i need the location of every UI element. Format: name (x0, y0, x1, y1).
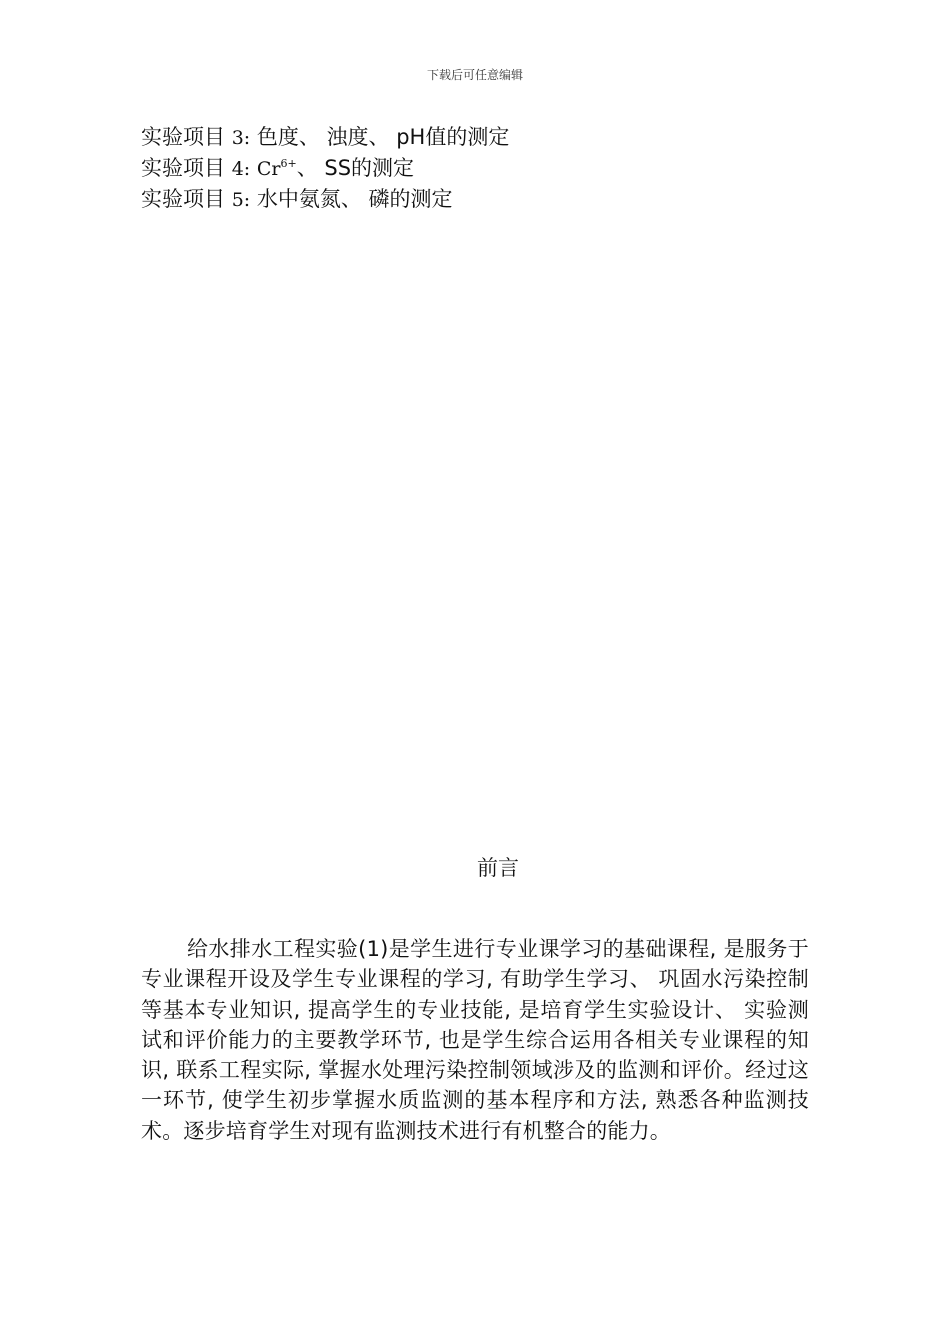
experiment-number: 5: (231, 189, 251, 211)
page-header: 下载后可任意编辑 (426, 68, 523, 82)
experiment-title: 水中氨氮、 磷的测定 (256, 187, 453, 211)
experiment-prefix: 实验项目 (141, 156, 225, 180)
experiment-title: 色度、 浊度、 pH值的测定 (256, 125, 510, 149)
experiment-number: 3: (231, 127, 251, 149)
experiment-title-chem: Cr (256, 158, 281, 180)
experiment-item-4 (141, 153, 841, 184)
experiment-prefix: 实验项目 (141, 125, 225, 149)
experiment-title-superscript: 6+ (280, 157, 297, 170)
experiment-prefix: 实验项目 (141, 187, 225, 211)
experiment-list (141, 122, 841, 215)
experiment-title-rest: 、 SS的测定 (296, 156, 415, 180)
experiment-item-3 (141, 122, 841, 153)
experiment-number: 4: (231, 158, 251, 180)
preface-title: 前言 (477, 856, 519, 880)
preface-paragraph: 给水排水工程实验(1)是学生进行专业课学习的基础课程, 是服务于专业课程开设及学生专业课程的学习, 有助学生学习、 巩固水污染控制等基本专业知识, 提高学生的专业技能, 是培育学生实验设计、 实验测试和评价能力的主要教学环节, 也是学生综合运用各相关专业课程的知识, 联系工程实际, 掌握水处理污染控制领域涉及的监测和评价。经过这一环节, 使学生初步掌握水质监测的基本程序和方法, 熟悉各种监测技术。逐步培育学生对现有监测技术进行有机整合的能力。 (141, 937, 809, 1143)
experiment-item-5 (141, 184, 841, 215)
